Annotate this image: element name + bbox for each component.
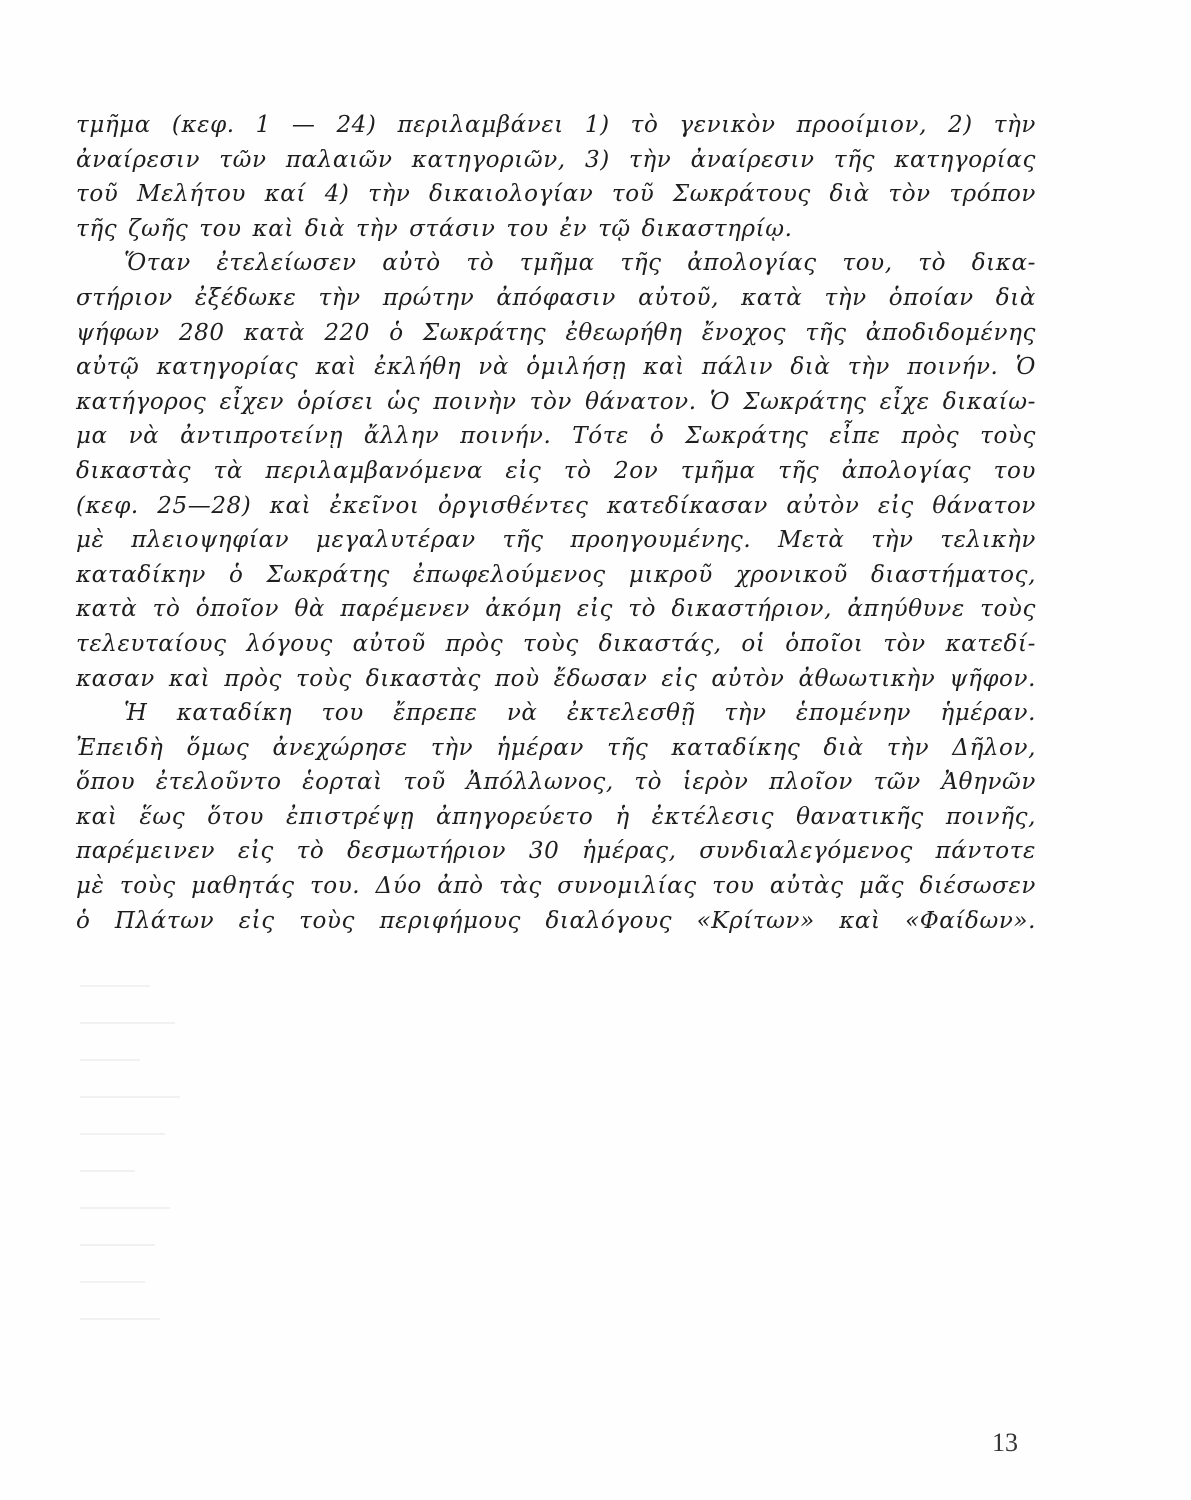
text-line-2: ἀναίρεσιν τῶν παλαιῶν κατηγοριῶν, 3) τὴν ἀναίρεσιν τῆς κατηγορίας: [76, 146, 1036, 173]
text-line-22: παρέμεινεν εἰς τὸ δεσμωτήριον 30 ἡμέρας, συνδιαλεγόμενος πάντοτε: [76, 838, 1036, 865]
text-line-19: Ἐπειδὴ ὅμως ἀνεχώρησε τὴν ἡμέραν τῆς καταδίκης διὰ τὴν Δῆλον,: [76, 734, 1036, 761]
page-number: 13: [992, 1428, 1018, 1457]
text-line-1: τμῆμα (κεφ. 1 — 24) περιλαμβάνει 1) τὸ γενικὸν προοίμιον, 2) τὴν: [76, 112, 1036, 138]
text-line-5: Ὅταν ἐτελείωσεν αὐτὸ τὸ τμῆμα τῆς ἀπολογίας του, τὸ δικα-: [124, 250, 1036, 277]
text-line-3: τοῦ Μελήτου καί 4) τὴν δικαιολογίαν τοῦ Σωκράτους διὰ τὸν τρόπον: [76, 181, 1036, 208]
text-line-15: κατὰ τὸ ὁποῖον θὰ παρέμενεν ἀκόμη εἰς τὸ δικαστήριον, ἀπηύθυνε τοὺς: [76, 596, 1036, 623]
text-line-16: τελευταίους λόγους αὐτοῦ πρὸς τοὺς δικαστάς, οἱ ὁποῖοι τὸν κατεδί-: [76, 630, 1036, 657]
text-line-18: Ἡ καταδίκη του ἔπρεπε νὰ ἐκτελεσθῇ τὴν ἑπομένην ἡμέραν.: [124, 700, 1036, 727]
text-line-7: ψήφων 280 κατὰ 220 ὁ Σωκράτης ἐθεωρήθη ἔνοχος τῆς ἀποδιδομένης: [76, 319, 1036, 346]
text-line-10: μα νὰ ἀντιπροτείνῃ ἄλλην ποινήν. Τότε ὁ Σωκράτης εἶπε πρὸς τοὺς: [76, 423, 1036, 450]
text-line-14: καταδίκην ὁ Σωκράτης ἐπωφελούμενος μικροῦ χρονικοῦ διαστήματος,: [76, 561, 1036, 588]
text-line-4: τῆς ζωῆς του καὶ διὰ τὴν στάσιν του ἐν τῷ δικαστηρίῳ.: [76, 215, 793, 242]
text-line-20: ὅπου ἐτελοῦντο ἑορταὶ τοῦ Ἀπόλλωνος, τὸ ἱερὸν πλοῖον τῶν Ἀθηνῶν: [76, 769, 1036, 796]
text-line-8: αὐτῷ κατηγορίας καὶ ἐκλήθη νὰ ὁμιλήσῃ καὶ πάλιν διὰ τὴν ποινήν. Ὁ: [76, 354, 1036, 381]
text-line-11: δικαστὰς τὰ περιλαμβανόμενα εἰς τὸ 2ον τμῆμα τῆς ἀπολογίας του: [76, 457, 1036, 484]
text-line-24: ὁ Πλάτων εἰς τοὺς περιφήμους διαλόγους «Κρίτων» καὶ «Φαίδων».: [76, 907, 1036, 934]
text-line-6: στήριον ἐξέδωκε τὴν πρώτην ἀπόφασιν αὐτοῦ, κατὰ τὴν ὁποίαν διὰ: [76, 284, 1036, 311]
bleed-through-shadow: [80, 985, 190, 1355]
text-line-9: κατήγορος εἶχεν ὁρίσει ὡς ποινὴν τὸν θάνατον. Ὁ Σωκράτης εἶχε δικαίω-: [76, 388, 1036, 415]
text-line-23: μὲ τοὺς μαθητάς του. Δύο ἀπὸ τὰς συνομιλίας του αὐτὰς μᾶς διέσωσεν: [76, 873, 1036, 900]
text-line-21: καὶ ἕως ὅτου ἐπιστρέψῃ ἀπηγορεύετο ἡ ἐκτέλεσις θανατικῆς ποινῆς,: [76, 803, 1036, 830]
text-line-12: (κεφ. 25—28) καὶ ἐκεῖνοι ὀργισθέντες κατεδίκασαν αὐτὸν εἰς θάνατον: [76, 492, 1036, 519]
text-line-17: κασαν καὶ πρὸς τοὺς δικαστὰς ποὺ ἔδωσαν εἰς αὐτὸν ἀθωωτικὴν ψῆφον.: [76, 665, 1036, 692]
text-line-13: μὲ πλειοψηφίαν μεγαλυτέραν τῆς προηγουμένης. Μετὰ τὴν τελικὴν: [76, 527, 1036, 554]
body-text: [76, 108, 1036, 938]
